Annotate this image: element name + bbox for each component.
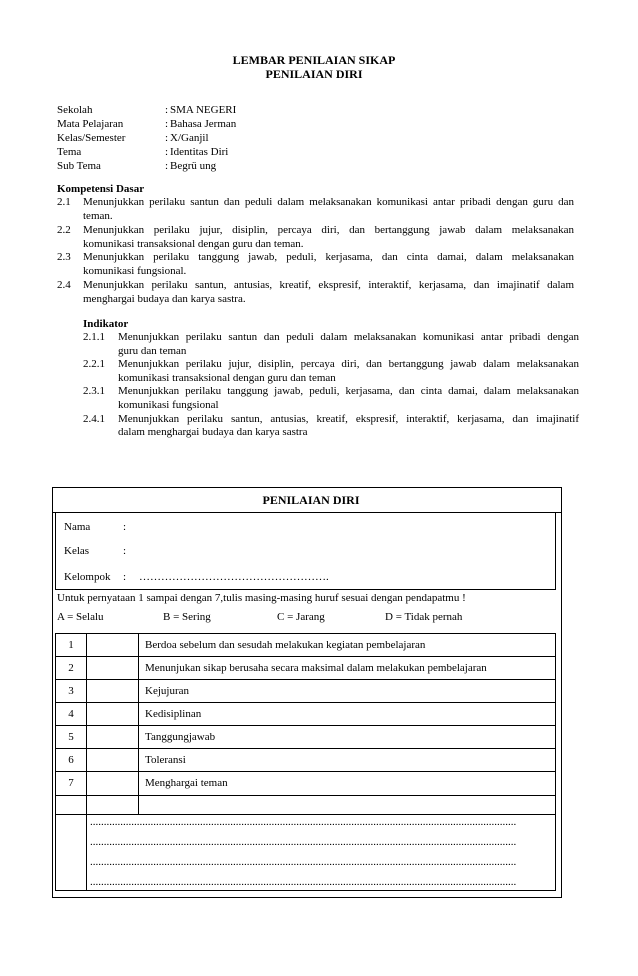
indikator-item: [83, 358, 583, 385]
indikator-item: [83, 331, 583, 358]
legend-item-b: B = Sering: [163, 611, 211, 623]
item-text-line: dalam menghargai budaya dan karya sastra: [118, 426, 308, 439]
notes-dotted-line: ...........................................................................................................................................................: [90, 876, 517, 888]
info-row-mata-pelajaran: [57, 117, 377, 131]
document-header: [57, 53, 571, 81]
notes-row: [56, 815, 555, 890]
statement-row: [56, 772, 555, 796]
identity-row-kelas: [56, 544, 555, 558]
statement-number: 2: [56, 657, 87, 679]
item-text-line: guru dan teman: [118, 344, 187, 357]
answer-cell: [87, 772, 139, 795]
identity-separator: :: [123, 571, 127, 583]
info-label: Kelas/Semester: [57, 132, 126, 144]
kompetensi-item: [57, 224, 579, 252]
statement-text: Kejujuran: [145, 685, 189, 697]
item-number: 2.2.1: [83, 358, 105, 371]
item-number: 2.4: [57, 279, 71, 292]
answer-cell: [87, 634, 139, 656]
item-number: 2.3.1: [83, 385, 105, 398]
info-separator: :: [165, 132, 169, 144]
notes-dotted-line: ...........................................................................................................................................................: [90, 836, 517, 848]
indikator-list: [83, 331, 583, 440]
item-text-line: komunikasi transaksional dengan guru dan teman: [118, 371, 336, 384]
item-text-line: Menunjukkan perilaku santun dan peduli dalam melaksanakan komunikasi antar pribadi dengan guru dan: [83, 196, 574, 208]
answer-cell: [87, 749, 139, 771]
statement-row: [56, 634, 555, 657]
info-separator: :: [165, 118, 169, 130]
item-text-line: Menunjukkan perilaku santun, antusias, kreatif, ekspresif, interaktif, kerjasama, dan imajinatif: [118, 412, 579, 425]
empty-row: [56, 796, 555, 815]
info-value: Begrü ung: [170, 160, 217, 172]
statement-row: [56, 680, 555, 703]
info-value: SMA NEGERI: [170, 104, 237, 116]
info-row-sekolah: [57, 103, 377, 117]
item-text-line: komunikasi fungsional: [118, 398, 219, 411]
indikator-item: [83, 413, 583, 440]
student-identity-section: [55, 512, 556, 590]
item-number: 2.2: [57, 223, 71, 236]
info-value: X/Ganjil: [170, 132, 209, 144]
statement-row: [56, 726, 555, 749]
item-text-line: Menunjukkan perilaku santun, antusias, kreatif, ekspresif, interaktif, kerjasama, dan imajinatif dalam: [83, 279, 574, 292]
item-number: 2.4.1: [83, 412, 105, 425]
statement-number: 6: [56, 749, 87, 771]
item-number: 2.1.1: [83, 331, 105, 343]
document-subtitle: PENILAIAN DIRI: [265, 67, 363, 81]
statement-number: 5: [56, 726, 87, 748]
kompetensi-item: [57, 251, 579, 279]
info-separator: :: [165, 160, 169, 172]
identity-separator: :: [123, 545, 127, 557]
legend-item-c: C = Jarang: [277, 611, 325, 623]
item-text-line: Menunjukkan perilaku tanggung jawab, peduli, kerjasama, dan cinta damai, dalam melaksanakan: [83, 251, 574, 264]
empty-cell: [139, 796, 555, 814]
notes-cell: [87, 815, 555, 890]
info-separator: :: [165, 104, 169, 116]
form-title: PENILAIAN DIRI: [262, 493, 360, 507]
empty-cell: [87, 796, 139, 814]
legend-item-d: D = Tidak pernah: [385, 611, 463, 623]
item-text-line: menghargai budaya dan karya sastra.: [83, 292, 246, 305]
indikator-heading: Indikator: [83, 318, 129, 330]
info-label: Sekolah: [57, 104, 93, 116]
answer-cell: [87, 726, 139, 748]
legend-item-a: A = Selalu: [57, 611, 104, 623]
statement-row: [56, 749, 555, 772]
info-row-tema: [57, 145, 377, 159]
notes-dotted-line: ...........................................................................................................................................................: [90, 856, 517, 868]
statement-text: Toleransi: [145, 754, 186, 766]
identity-label: Nama: [64, 521, 91, 533]
item-text-line: Menunjukkan perilaku jujur, disiplin, percaya diri, dan bertanggung jawab dalam melaksanakan: [83, 223, 574, 236]
info-value: Bahasa Jerman: [170, 118, 237, 130]
identity-row-nama: [56, 520, 555, 534]
statement-number: 7: [56, 772, 87, 795]
answer-cell: [87, 703, 139, 725]
statement-number: 4: [56, 703, 87, 725]
statement-row: [56, 703, 555, 726]
item-text-line: komunikasi transaksional dengan guru dan teman.: [83, 237, 304, 250]
info-label: Mata Pelajaran: [57, 118, 124, 130]
answer-cell: [87, 657, 139, 679]
identity-blank-line: …………………………………………….: [139, 571, 329, 583]
item-number: 2.3: [57, 251, 71, 264]
item-text-line: Menunjukkan perilaku jujur, disiplin, percaya diri, dan bertanggung jawab dalam melaksanakan: [118, 358, 579, 371]
info-label: Tema: [57, 146, 82, 158]
info-value: Identitas Diri: [170, 146, 229, 158]
identity-separator: :: [123, 521, 127, 533]
document-title: LEMBAR PENILAIAN SIKAP: [232, 53, 396, 67]
statement-text: Berdoa sebelum dan sesudah melakukan kegiatan pembelajaran: [145, 639, 426, 651]
identity-label: Kelompok: [64, 571, 111, 583]
kompetensi-item: [57, 279, 579, 307]
empty-cell: [56, 796, 87, 814]
item-text-line: Menunjukkan perilaku santun dan peduli dalam melaksanakan komunikasi antar pribadi dengan: [118, 331, 579, 343]
indikator-item: [83, 385, 583, 412]
instruction-text: Untuk pernyataan 1 sampai dengan 7,tulis masing-masing huruf sesuai dengan pendapatmu !: [57, 592, 466, 604]
statement-text: Kedisiplinan: [145, 708, 202, 720]
info-row-kelas-semester: [57, 131, 377, 145]
identity-label: Kelas: [64, 545, 90, 557]
info-separator: :: [165, 146, 169, 158]
item-number: 2.1: [57, 196, 71, 208]
item-text-line: teman.: [83, 209, 113, 222]
statement-number: 1: [56, 634, 87, 656]
item-text-line: komunikasi fungsional.: [83, 265, 187, 278]
identity-info: [57, 103, 377, 173]
identity-row-kelompok: [56, 570, 555, 584]
kompetensi-item: [57, 196, 579, 224]
statement-row: [56, 657, 555, 680]
statement-number: 3: [56, 680, 87, 702]
statement-text: Menunjukan sikap berusaha secara maksimal dalam melakukan pembelajaran: [145, 662, 487, 674]
notes-dotted-line: ...........................................................................................................................................................: [90, 816, 517, 828]
statement-table: [55, 633, 556, 891]
statement-text: Menghargai teman: [145, 777, 228, 789]
item-text-line: Menunjukkan perilaku tanggung jawab, peduli, kerjasama, dan cinta damai, dalam melaksanakan: [118, 385, 579, 398]
info-row-sub-tema: [57, 159, 377, 173]
kompetensi-dasar-list: [57, 196, 579, 307]
statement-text: Tanggungjawab: [145, 731, 216, 743]
info-label: Sub Tema: [57, 160, 101, 172]
kompetensi-dasar-heading: Kompetensi Dasar: [57, 183, 145, 195]
empty-cell: [56, 815, 87, 890]
answer-cell: [87, 680, 139, 702]
